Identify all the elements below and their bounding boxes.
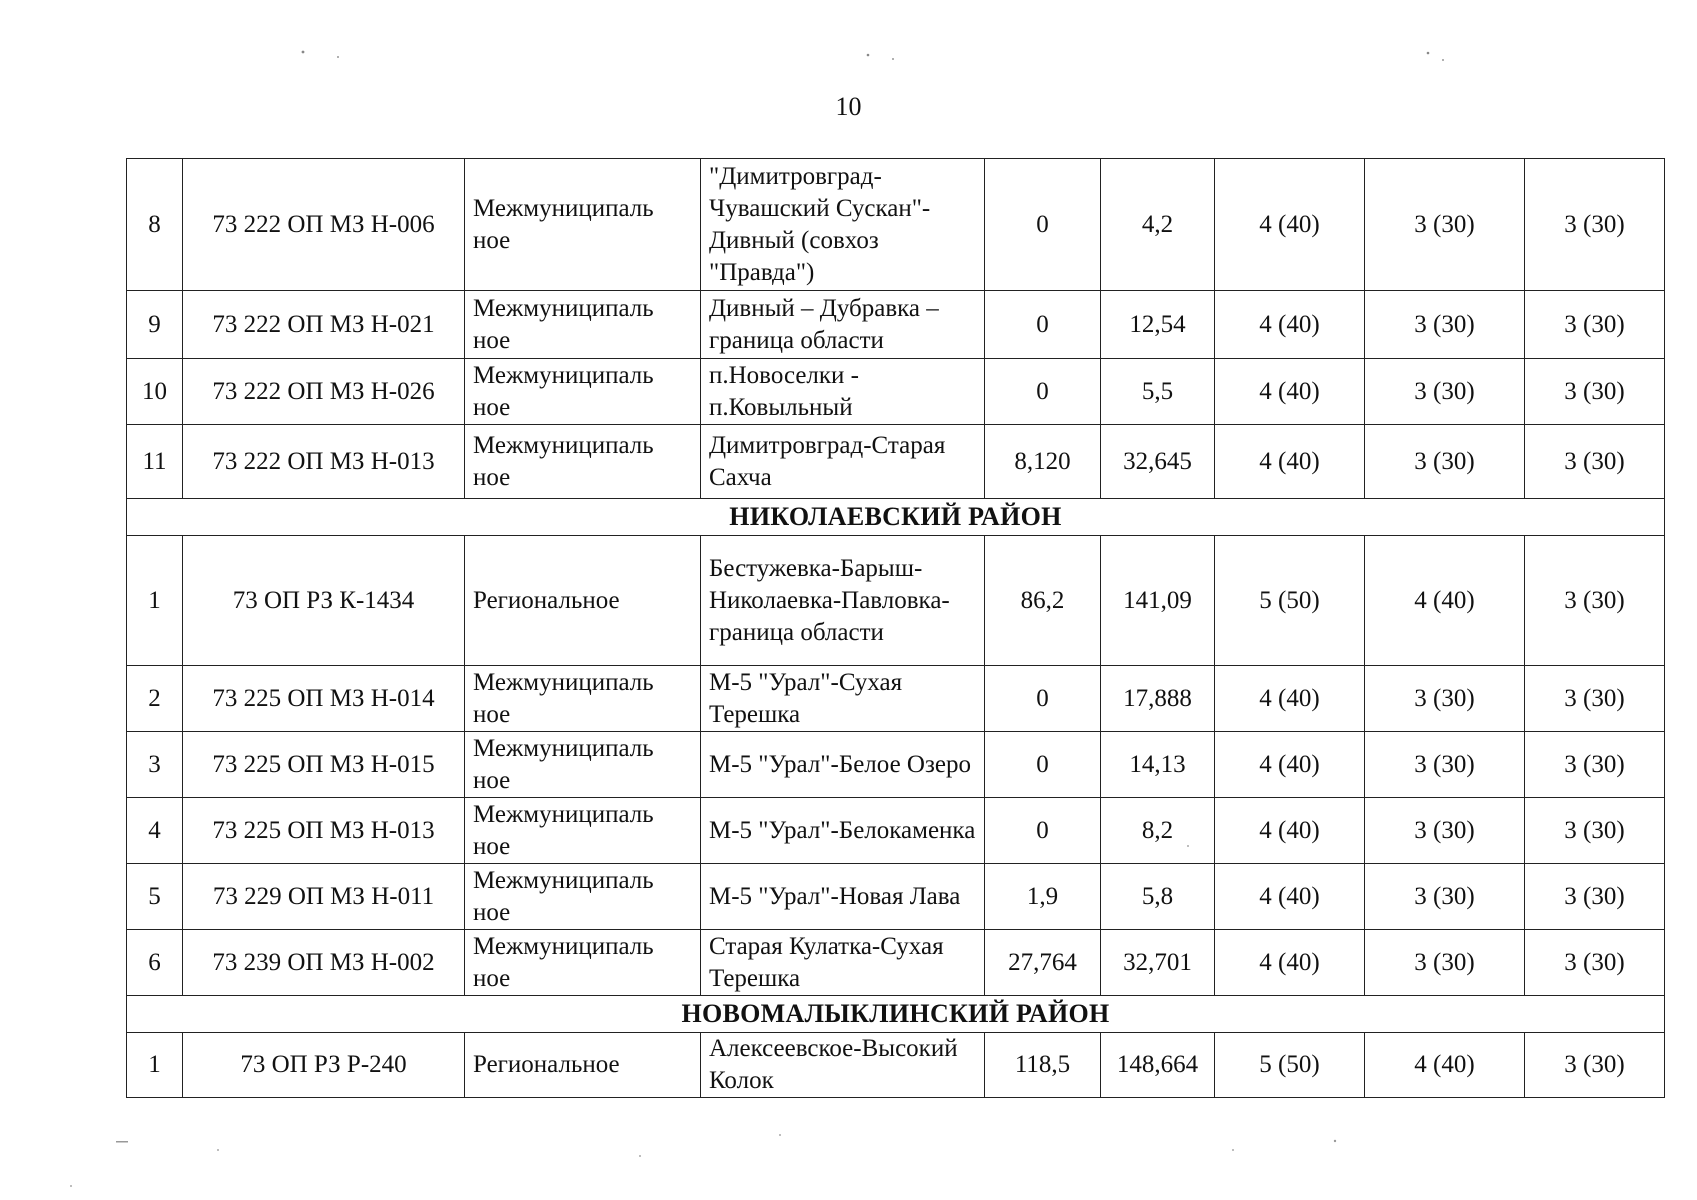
road-code-cell: 73 225 ОП МЗ Н-014 bbox=[183, 666, 465, 732]
value-2-cell: 5,5 bbox=[1101, 359, 1215, 425]
road-type-cell: Межмуниципаль ное bbox=[465, 930, 701, 996]
value-3-cell: 4 (40) bbox=[1215, 425, 1365, 499]
value-5-cell: 3 (30) bbox=[1525, 864, 1665, 930]
value-1-cell: 0 bbox=[985, 666, 1101, 732]
road-name-cell: "Димитровград-Чувашский Сускан"-Дивный (совхоз "Правда") bbox=[701, 159, 985, 291]
value-4-cell: 3 (30) bbox=[1365, 864, 1525, 930]
road-name-cell: Бестужевка-Барыш-Николаевка-Павловка-граница области bbox=[701, 536, 985, 666]
row-number-cell: 9 bbox=[127, 291, 183, 359]
road-type-cell: Межмуниципаль ное bbox=[465, 864, 701, 930]
value-4-cell: 3 (30) bbox=[1365, 425, 1525, 499]
value-3-cell: 4 (40) bbox=[1215, 159, 1365, 291]
table-row bbox=[127, 291, 1665, 359]
road-name-cell: М-5 "Урал"-Белое Озеро bbox=[701, 732, 985, 798]
table-row bbox=[127, 930, 1665, 996]
value-1-cell: 0 bbox=[985, 732, 1101, 798]
value-4-cell: 4 (40) bbox=[1365, 536, 1525, 666]
table-row bbox=[127, 159, 1665, 291]
road-type-cell: Межмуниципаль ное bbox=[465, 291, 701, 359]
road-code-cell: 73 ОП РЗ К-1434 bbox=[183, 536, 465, 666]
row-number-cell: 5 bbox=[127, 864, 183, 930]
value-2-cell: 148,664 bbox=[1101, 1033, 1215, 1098]
value-1-cell: 8,120 bbox=[985, 425, 1101, 499]
road-type-cell: Межмуниципаль ное bbox=[465, 732, 701, 798]
table-row bbox=[127, 864, 1665, 930]
value-1-cell: 118,5 bbox=[985, 1033, 1101, 1098]
road-code-cell: 73 239 ОП МЗ Н-002 bbox=[183, 930, 465, 996]
district-name: НОВОМАЛЫКЛИНСКИЙ РАЙОН bbox=[127, 996, 1665, 1033]
value-2-cell: 8,2 bbox=[1101, 798, 1215, 864]
road-type-cell: Региональное bbox=[465, 1033, 701, 1098]
value-2-cell: 5,8 bbox=[1101, 864, 1215, 930]
road-code-cell: 73 229 ОП МЗ Н-011 bbox=[183, 864, 465, 930]
road-type-cell: Межмуниципаль ное bbox=[465, 798, 701, 864]
value-2-cell: 17,888 bbox=[1101, 666, 1215, 732]
row-number-cell: 6 bbox=[127, 930, 183, 996]
row-number-cell: 11 bbox=[127, 425, 183, 499]
value-1-cell: 0 bbox=[985, 359, 1101, 425]
row-number-cell: 4 bbox=[127, 798, 183, 864]
district-name: НИКОЛАЕВСКИЙ РАЙОН bbox=[127, 499, 1665, 536]
row-number-cell: 10 bbox=[127, 359, 183, 425]
value-5-cell: 3 (30) bbox=[1525, 536, 1665, 666]
value-4-cell: 3 (30) bbox=[1365, 359, 1525, 425]
table-row bbox=[127, 359, 1665, 425]
road-type-cell: Межмуниципаль ное bbox=[465, 159, 701, 291]
value-5-cell: 3 (30) bbox=[1525, 291, 1665, 359]
road-name-cell: Дивный – Дубравка – граница области bbox=[701, 291, 985, 359]
road-type-cell: Межмуниципаль ное bbox=[465, 359, 701, 425]
value-4-cell: 3 (30) bbox=[1365, 798, 1525, 864]
road-code-cell: 73 225 ОП МЗ Н-013 bbox=[183, 798, 465, 864]
road-code-cell: 73 222 ОП МЗ Н-021 bbox=[183, 291, 465, 359]
road-type-cell: Региональное bbox=[465, 536, 701, 666]
value-5-cell: 3 (30) bbox=[1525, 425, 1665, 499]
road-name-cell: М-5 "Урал"-Новая Лава bbox=[701, 864, 985, 930]
road-code-cell: 73 222 ОП МЗ Н-013 bbox=[183, 425, 465, 499]
roads-table-body bbox=[127, 159, 1665, 1098]
value-5-cell: 3 (30) bbox=[1525, 666, 1665, 732]
table-row bbox=[127, 732, 1665, 798]
road-code-cell: 73 222 ОП МЗ Н-026 bbox=[183, 359, 465, 425]
value-3-cell: 4 (40) bbox=[1215, 930, 1365, 996]
row-number-cell: 1 bbox=[127, 536, 183, 666]
road-name-cell: Димитровград-Старая Сахча bbox=[701, 425, 985, 499]
value-3-cell: 4 (40) bbox=[1215, 359, 1365, 425]
road-code-cell: 73 225 ОП МЗ Н-015 bbox=[183, 732, 465, 798]
row-number-cell: 8 bbox=[127, 159, 183, 291]
roads-table bbox=[126, 158, 1665, 1098]
value-1-cell: 27,764 bbox=[985, 930, 1101, 996]
road-name-cell: М-5 "Урал"-Сухая Терешка bbox=[701, 666, 985, 732]
table-row bbox=[127, 798, 1665, 864]
table-row bbox=[127, 536, 1665, 666]
value-5-cell: 3 (30) bbox=[1525, 1033, 1665, 1098]
row-number-cell: 3 bbox=[127, 732, 183, 798]
district-header-row bbox=[127, 996, 1665, 1033]
row-number-cell: 1 bbox=[127, 1033, 183, 1098]
value-3-cell: 5 (50) bbox=[1215, 536, 1365, 666]
page-number: 10 bbox=[835, 92, 862, 121]
value-5-cell: 3 (30) bbox=[1525, 732, 1665, 798]
value-1-cell: 1,9 bbox=[985, 864, 1101, 930]
value-3-cell: 4 (40) bbox=[1215, 291, 1365, 359]
value-5-cell: 3 (30) bbox=[1525, 159, 1665, 291]
value-3-cell: 5 (50) bbox=[1215, 1033, 1365, 1098]
road-code-cell: 73 222 ОП МЗ Н-006 bbox=[183, 159, 465, 291]
road-code-cell: 73 ОП РЗ Р-240 bbox=[183, 1033, 465, 1098]
value-4-cell: 3 (30) bbox=[1365, 159, 1525, 291]
value-3-cell: 4 (40) bbox=[1215, 666, 1365, 732]
value-3-cell: 4 (40) bbox=[1215, 732, 1365, 798]
road-name-cell: М-5 "Урал"-Белокаменка bbox=[701, 798, 985, 864]
value-4-cell: 3 (30) bbox=[1365, 666, 1525, 732]
value-1-cell: 0 bbox=[985, 798, 1101, 864]
value-1-cell: 0 bbox=[985, 291, 1101, 359]
row-number-cell: 2 bbox=[127, 666, 183, 732]
value-4-cell: 3 (30) bbox=[1365, 291, 1525, 359]
value-2-cell: 4,2 bbox=[1101, 159, 1215, 291]
table-row bbox=[127, 666, 1665, 732]
value-1-cell: 86,2 bbox=[985, 536, 1101, 666]
road-type-cell: Межмуниципаль ное bbox=[465, 666, 701, 732]
road-name-cell: Старая Кулатка-Сухая Терешка bbox=[701, 930, 985, 996]
value-5-cell: 3 (30) bbox=[1525, 359, 1665, 425]
value-2-cell: 12,54 bbox=[1101, 291, 1215, 359]
district-header-row bbox=[127, 499, 1665, 536]
value-2-cell: 14,13 bbox=[1101, 732, 1215, 798]
value-2-cell: 32,701 bbox=[1101, 930, 1215, 996]
value-3-cell: 4 (40) bbox=[1215, 864, 1365, 930]
road-name-cell: п.Новоселки - п.Ковыльный bbox=[701, 359, 985, 425]
value-5-cell: 3 (30) bbox=[1525, 930, 1665, 996]
value-5-cell: 3 (30) bbox=[1525, 798, 1665, 864]
road-type-cell: Межмуниципаль ное bbox=[465, 425, 701, 499]
value-4-cell: 4 (40) bbox=[1365, 1033, 1525, 1098]
value-4-cell: 3 (30) bbox=[1365, 930, 1525, 996]
value-3-cell: 4 (40) bbox=[1215, 798, 1365, 864]
table-row bbox=[127, 425, 1665, 499]
road-name-cell: Алексеевское-Высокий Колок bbox=[701, 1033, 985, 1098]
value-2-cell: 32,645 bbox=[1101, 425, 1215, 499]
value-4-cell: 3 (30) bbox=[1365, 732, 1525, 798]
value-1-cell: 0 bbox=[985, 159, 1101, 291]
table-row bbox=[127, 1033, 1665, 1098]
value-2-cell: 141,09 bbox=[1101, 536, 1215, 666]
